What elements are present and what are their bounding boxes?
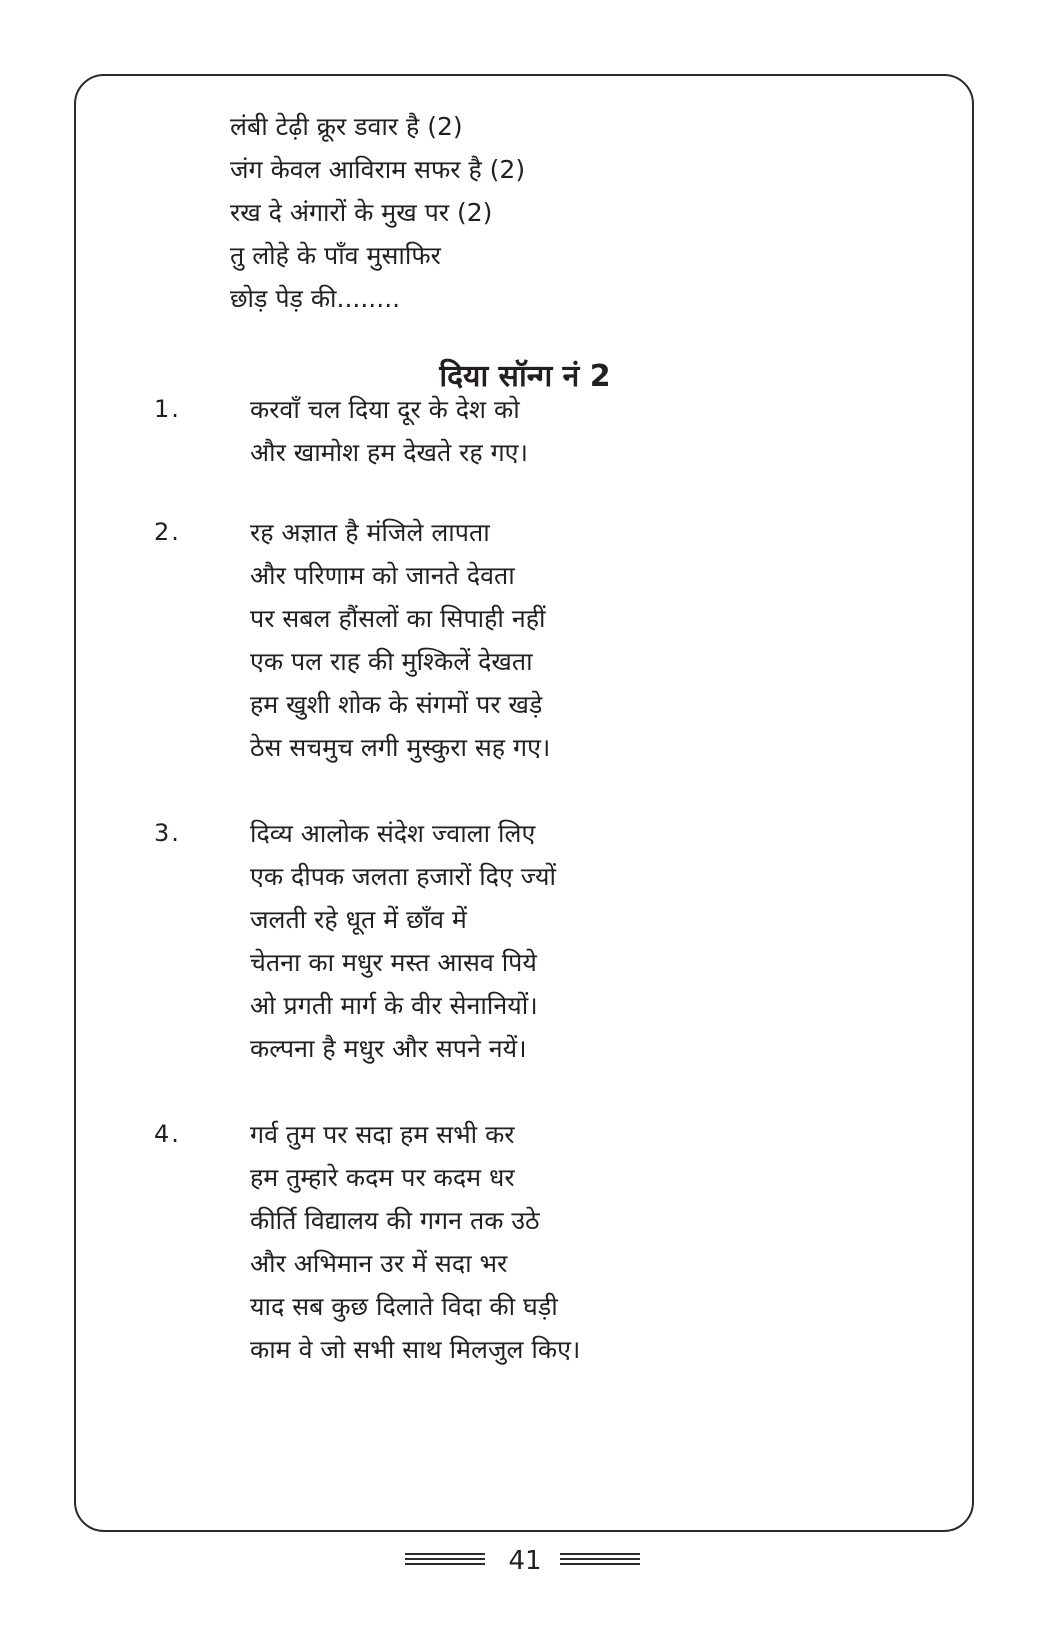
intro-line: तु लोहे के पाँव मुसाफिर	[230, 241, 441, 270]
stanza-line: ओ प्रगती मार्ग के वीर सेनानियों।	[250, 991, 538, 1020]
stanza-line: करवाँ चल दिया दूर के देश को	[250, 395, 520, 424]
intro-line: लंबी टेढ़ी क्रूर डवार है (2)	[230, 112, 463, 141]
stanza-line: चेतना का मधुर मस्त आसव पिये	[250, 948, 537, 977]
stanza-line: और अभिमान उर में सदा भर	[250, 1249, 508, 1278]
stanza-line: ठेस सचमुच लगी मुस्कुरा सह गए।	[250, 733, 551, 762]
stanza-line: कीर्ति विद्यालय की गगन तक उठे	[250, 1206, 540, 1235]
stanza-line: काम वे जो सभी साथ मिलजुल किए।	[250, 1335, 581, 1364]
stanza-number: 2.	[154, 518, 181, 546]
stanza-line: याद सब कुछ दिलाते विदा की घड़ी	[250, 1292, 558, 1321]
stanza-line: कल्पना है मधुर और सपने नयें।	[250, 1034, 527, 1063]
intro-verse	[230, 105, 930, 320]
stanza-line: एक दीपक जलता हजारों दिए ज्यों	[250, 862, 556, 891]
stanza-line: गर्व तुम पर सदा हम सभी कर	[250, 1120, 515, 1149]
stanza-line: और खामोश हम देखते रह गए।	[250, 438, 528, 467]
stanza-lines	[250, 511, 950, 769]
stanza-number: 1.	[154, 395, 181, 423]
stanza-line: एक पल राह की मुश्किलें देखता	[250, 647, 533, 676]
intro-line: जंग केवल आविराम सफर है (2)	[230, 155, 526, 184]
song-title: दिया सॉन्ग नं 2	[439, 359, 611, 394]
stanza-number: 3.	[154, 819, 181, 847]
stanza-line: और परिणाम को जानते देवता	[250, 561, 515, 590]
stanza-lines	[250, 812, 950, 1070]
intro-line: छोड़ पेड़ की........	[230, 284, 401, 313]
footer-rule-right	[560, 1553, 640, 1567]
stanza-lines	[250, 1113, 950, 1371]
stanza-line: हम तुम्हारे कदम पर कदम धर	[250, 1163, 515, 1192]
stanza-line: पर सबल हौंसलों का सिपाही नहीं	[250, 604, 546, 633]
stanza-lines	[250, 388, 950, 474]
page-footer	[0, 1542, 1050, 1582]
stanza-line: हम खुशी शोक के संगमों पर खड़े	[250, 690, 543, 719]
stanza-number: 4.	[154, 1120, 181, 1148]
intro-line: रख दे अंगारों के मुख पर (2)	[230, 198, 493, 227]
footer-rule-left	[405, 1553, 485, 1567]
stanza-line: रह अज्ञात है मंजिले लापता	[250, 518, 490, 547]
stanza-line: जलती रहे धूत में छाँव में	[250, 905, 467, 934]
stanza-line: दिव्य आलोक संदेश ज्वाला लिए	[250, 819, 536, 848]
page-number: 41	[508, 1546, 542, 1576]
